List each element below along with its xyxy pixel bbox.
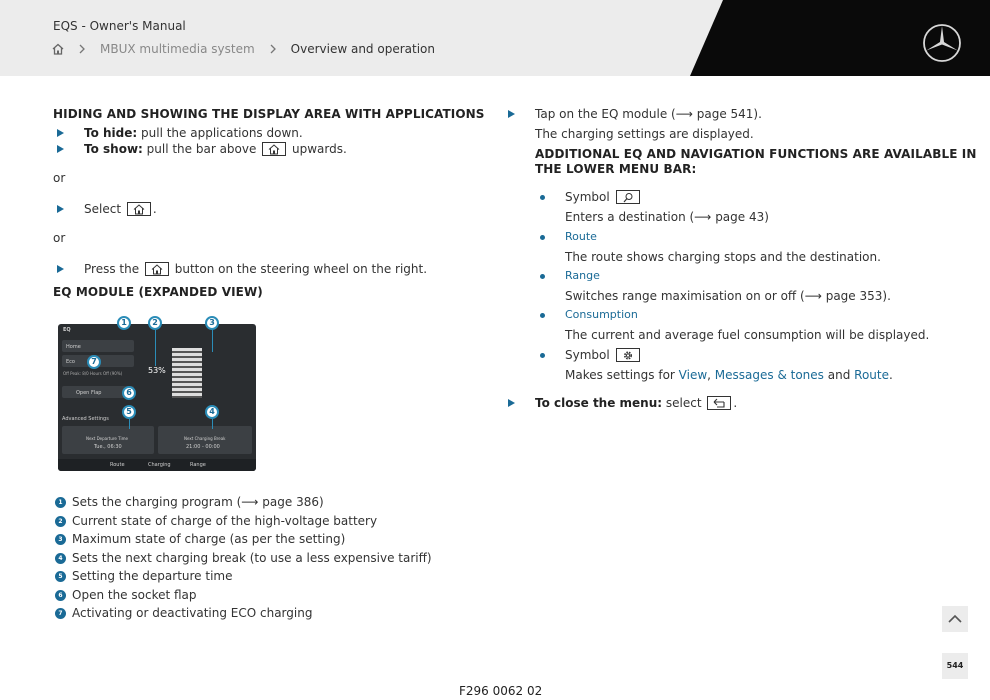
step-arrow-icon [57, 265, 64, 273]
step-arrow-icon [508, 110, 515, 118]
open-flap-label: Open Flap [76, 390, 102, 396]
hide-instruction: To hide: pull the applications down. [84, 126, 303, 140]
page-number: 544 [942, 653, 968, 679]
legend-item: Open the socket flap [72, 588, 197, 602]
legend-number: 5 [55, 571, 66, 582]
section-title-eq-module: EQ MODULE (EXPANDED VIEW) [53, 285, 263, 299]
symbol-search-desc: Enters a destination (⟶ page 43) [565, 210, 769, 224]
battery-percent: 53% [148, 366, 166, 375]
step-arrow-icon [57, 129, 64, 137]
home-key-icon [127, 202, 151, 216]
settings-desc: Makes settings for View, Messages & tones and Route. [565, 368, 893, 382]
range-link[interactable]: Range [565, 269, 600, 282]
callout-7: 7 [87, 355, 101, 369]
device-range: Range [190, 462, 206, 468]
close-instruction: To close the menu: select . [535, 396, 738, 410]
legend-item: Setting the departure time [72, 569, 233, 583]
search-icon [616, 190, 640, 204]
home-key-icon [145, 262, 169, 276]
legend-item: Sets the charging program (⟶ page 386) [72, 495, 324, 509]
messages-link[interactable]: Messages & tones [714, 368, 824, 382]
eq-module-screenshot [58, 324, 256, 471]
chevron-up-icon [942, 606, 968, 632]
legend-number: 1 [55, 497, 66, 508]
manual-title: EQS - Owner's Manual [53, 19, 186, 33]
advanced-settings-label: Advanced Settings [62, 416, 109, 422]
offpeak-note: Off Peak: 8/0 Hours Off (90%) [63, 371, 123, 376]
legend-item: Current state of charge of the high-voltage battery [72, 514, 378, 528]
legend-number: 6 [55, 590, 66, 601]
callout-line [155, 330, 156, 366]
view-link[interactable]: View [678, 368, 708, 382]
bullet-dot [540, 353, 545, 358]
device-route: Route [110, 462, 125, 468]
step-arrow-icon [57, 145, 64, 153]
callout-line [129, 419, 130, 429]
or-text: or [53, 231, 66, 245]
bullet-dot [540, 274, 545, 279]
back-arrow-icon [707, 396, 731, 410]
callout-1: 1 [117, 316, 131, 330]
press-instruction: Press the button on the steering wheel on the right. [84, 262, 428, 276]
additional-title-2: THE LOWER MENU BAR: [535, 162, 697, 176]
eq-label: EQ [63, 327, 71, 333]
range-desc: Switches range maximisation on or off (⟶ page 353). [565, 289, 891, 303]
gear-icon [616, 348, 640, 362]
callout-3: 3 [205, 316, 219, 330]
callout-line [212, 330, 213, 352]
home-label: Home [66, 344, 81, 350]
break-time: 21:00 - 00:00 [186, 444, 220, 450]
callout-5: 5 [122, 405, 136, 419]
home-key-icon [262, 142, 286, 156]
device-charging: Charging [148, 462, 171, 468]
figure-code: F296 0062 02 [459, 684, 543, 698]
breadcrumb-overview[interactable]: Overview and operation [290, 42, 435, 56]
legend-number: 3 [55, 534, 66, 545]
tap-instruction: Tap on the EQ module (⟶ page 541). [535, 107, 762, 121]
legend-number: 7 [55, 608, 66, 619]
bullet-dot [540, 235, 545, 240]
route-desc: The route shows charging stops and the destination. [565, 250, 881, 264]
symbol-search-item: Symbol [565, 190, 642, 204]
callout-6: 6 [122, 386, 136, 400]
route-link-2[interactable]: Route [854, 368, 889, 382]
legend-item: Sets the next charging break (to use a less expensive tariff) [72, 551, 432, 565]
step-arrow-icon [57, 205, 64, 213]
chevron-right-icon [77, 43, 87, 55]
departure-time: Tue., 06:30 [94, 444, 122, 450]
bullet-dot [540, 195, 545, 200]
eco-label: Eco [66, 359, 75, 365]
scroll-top-button[interactable] [942, 606, 968, 632]
mercedes-star-icon [922, 23, 962, 63]
additional-title: ADDITIONAL EQ AND NAVIGATION FUNCTIONS ARE AVAILABLE IN [535, 147, 977, 161]
bullet-dot [540, 313, 545, 318]
or-text: or [53, 171, 66, 185]
select-instruction: Select . [84, 202, 157, 216]
step-arrow-icon [508, 399, 515, 407]
legend-item: Activating or deactivating ECO charging [72, 606, 313, 620]
callout-line [212, 419, 213, 429]
home-icon[interactable] [52, 43, 64, 55]
symbol-settings-item: Symbol [565, 348, 642, 362]
displayed-text: The charging settings are displayed. [535, 127, 754, 141]
break-label: Next Charging Break [184, 436, 226, 441]
legend-number: 2 [55, 516, 66, 527]
chevron-right-icon [268, 43, 278, 55]
callout-4: 4 [205, 405, 219, 419]
consumption-link[interactable]: Consumption [565, 308, 638, 321]
legend-item: Maximum state of charge (as per the setting) [72, 532, 346, 546]
section-title-hiding: HIDING AND SHOWING THE DISPLAY AREA WITH APPLICATIONS [53, 107, 485, 121]
battery-graphic [172, 348, 202, 398]
consumption-desc: The current and average fuel consumption will be displayed. [565, 328, 930, 342]
route-link[interactable]: Route [565, 230, 597, 243]
breadcrumb-mbux[interactable]: MBUX multimedia system [100, 42, 255, 56]
departure-label: Next Departure Time [86, 436, 128, 441]
breadcrumb [52, 42, 435, 56]
show-instruction: To show: pull the bar above upwards. [84, 142, 347, 156]
legend-number: 4 [55, 553, 66, 564]
callout-2: 2 [148, 316, 162, 330]
